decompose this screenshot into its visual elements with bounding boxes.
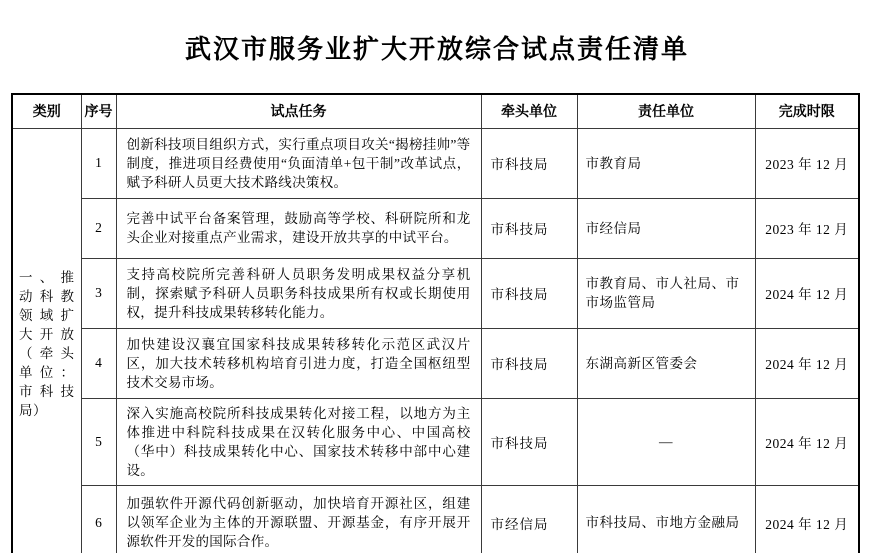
table-row (12, 398, 859, 485)
table-row (12, 485, 859, 553)
cell-deadline: 2024 年 12 月 (755, 258, 859, 328)
cell-lead: 市科技局 (481, 398, 577, 485)
cell-responsible: 市教育局、市人社局、市市场监管局 (577, 258, 755, 328)
cell-deadline: 2023 年 12 月 (755, 128, 859, 198)
cell-task: 深入实施高校院所科技成果转化对接工程，以地方为主体推进中科院科技成果在汉转化服务中心、中国高校（华中）科技成果转化中心、国家技术转移中部中心建设。 (116, 398, 481, 485)
cell-responsible: — (577, 398, 755, 485)
table-header-row (12, 94, 859, 128)
cell-lead: 市科技局 (481, 258, 577, 328)
header-cell-responsible: 责任单位 (577, 94, 755, 128)
cell-responsible: 市科技局、市地方金融局 (577, 485, 755, 553)
cell-task: 完善中试平台备案管理，鼓励高等学校、科研院所和龙头企业对接重点产业需求，建设开放共享的中试平台。 (116, 198, 481, 258)
cell-deadline: 2024 年 12 月 (755, 398, 859, 485)
header-cell-deadline: 完成时限 (755, 94, 859, 128)
cell-no: 2 (81, 198, 116, 258)
responsibility-table (11, 93, 860, 553)
cell-deadline: 2024 年 12 月 (755, 328, 859, 398)
header-cell-task: 试点任务 (116, 94, 481, 128)
category-cell: 一、推动科教领域扩大开放（牵头单位：市科技局） (12, 128, 81, 553)
cell-deadline: 2024 年 12 月 (755, 485, 859, 553)
header-cell-lead: 牵头单位 (481, 94, 577, 128)
table-row (12, 258, 859, 328)
table-row (12, 328, 859, 398)
header-cell-no: 序号 (81, 94, 116, 128)
table-row (12, 128, 859, 198)
page-title: 武汉市服务业扩大开放综合试点责任清单 (184, 34, 689, 64)
cell-task: 支持高校院所完善科研人员职务发明成果权益分享机制，探索赋予科研人员职务科技成果所有权或长期使用权，提升科技成果转移转化能力。 (116, 258, 481, 328)
cell-no: 1 (81, 128, 116, 198)
cell-no: 5 (81, 398, 116, 485)
table-row (12, 198, 859, 258)
cell-lead: 市科技局 (481, 328, 577, 398)
cell-task: 加快建设汉襄宜国家科技成果转移转化示范区武汉片区，加大技术转移机构培育引进力度，打造全国枢纽型技术交易市场。 (116, 328, 481, 398)
cell-no: 4 (81, 328, 116, 398)
cell-responsible: 东湖高新区管委会 (577, 328, 755, 398)
cell-lead: 市科技局 (481, 198, 577, 258)
cell-no: 3 (81, 258, 116, 328)
cell-lead: 市科技局 (481, 128, 577, 198)
cell-lead: 市经信局 (481, 485, 577, 553)
cell-responsible: 市经信局 (577, 198, 755, 258)
cell-task: 创新科技项目组织方式，实行重点项目攻关“揭榜挂帅”等制度，推进项目经费使用“负面清单+包干制”改革试点，赋予科研人员更大技术路线决策权。 (116, 128, 481, 198)
cell-deadline: 2023 年 12 月 (755, 198, 859, 258)
cell-task: 加强软件开源代码创新驱动，加快培育开源社区，组建以领军企业为主体的开源联盟、开源基金，有序开展开源软件开发的国际合作。 (116, 485, 481, 553)
cell-responsible: 市教育局 (577, 128, 755, 198)
header-cell-category: 类别 (12, 94, 81, 128)
cell-no: 6 (81, 485, 116, 553)
